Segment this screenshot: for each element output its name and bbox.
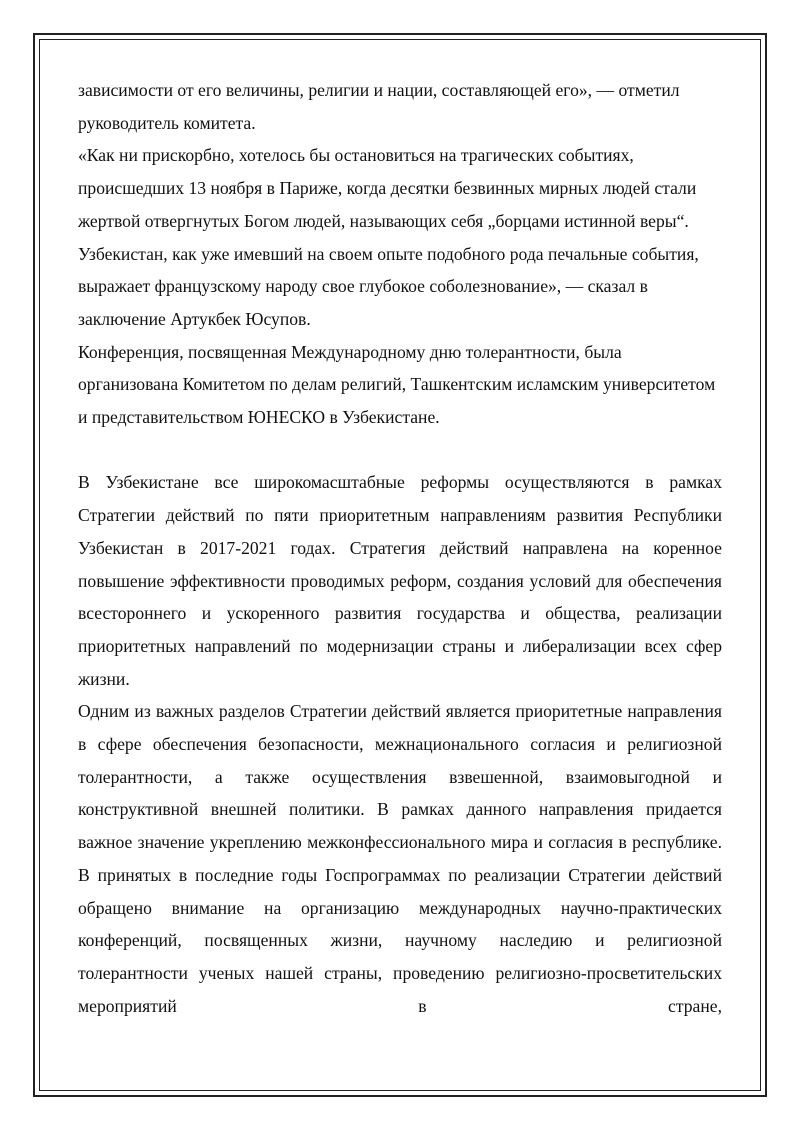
paragraph-strategy-tolerance: Одним из важных разделов Стратегии действий является приоритетные направления в сфере обеспечения безопасности, межнационального согласия и религиозной толерантности, а также осуществления взвешенной, взаимовыгодной и конструктивной внешней политики. В рамках данного направления придается важное значение укреплению межконфессионального мира и согласия в республике. В принятых в последние годы Госпрограммах по реализации Стратегии действий обращено внимание на организацию международных научно-практических конференций, посвященных жизни, научному наследию и религиозной толерантности ученых нашей страны, проведению религиозно-просветительских мероприятий в стране,	[78, 701, 722, 1016]
paragraph-committee-quote-end: зависимости от его величины, религии и нации, составляющей его», — отметил руководитель комитета.	[78, 80, 680, 133]
paragraph-spacer	[78, 434, 722, 467]
paragraph-strategy-reforms: В Узбекистане все широкомасштабные реформы осуществляются в рамках Стратегии действий по пяти приоритетным направлениям развития Республики Узбекистан в 2017-2021 годах. Стратегия действий направлена на коренное повышение эффективности проводимых реформ, создания условий для обеспечения всестороннего и ускоренного развития государства и общества, реализации приоритетных направлений по модернизации страны и либерализации всех сфер жизни.	[78, 472, 722, 689]
paragraph-conference-organizers: Конференция, посвященная Международному дню толерантности, была организована Комитетом по делам религий, Ташкентским исламским университетом и представительством ЮНЕСКО в Узбекистане.	[78, 341, 716, 428]
paragraph-paris-condolence: «Как ни прискорбно, хотелось бы остановиться на трагических событиях, происшедших 13 ноября в Париже, когда десятки безвинных мирных людей стали жертвой отвергнутых Богом людей, называющих себя „борцами истинной веры“. Узбекистан, как уже имевший на своем опыте подобного рода печальные события, выражает французскому народу свое глубокое соболезнование», — сказал в заключение Артукбек Юсупов.	[78, 145, 699, 329]
document-body	[78, 74, 722, 1022]
